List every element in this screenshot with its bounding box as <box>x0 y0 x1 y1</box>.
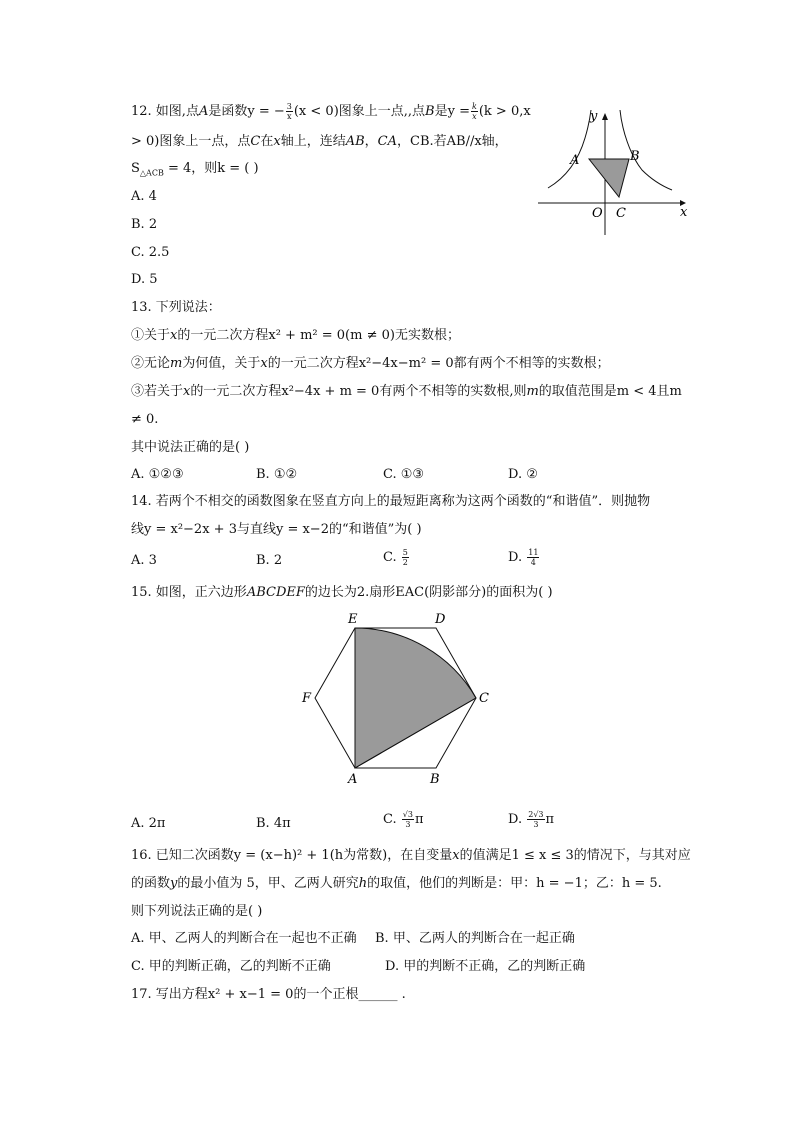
label-y: y <box>590 109 598 124</box>
q12-line1: 12. 如图,点A是函数y = − $\frac{3}{x}$ (x < 0)图象上一点,,点B是y = $\frac{k}{x}$ (k > 0,x <box>131 102 531 121</box>
q14-option-b[interactable]: B. 2 <box>256 553 283 568</box>
q16-line3: 则下列说法正确的是( ) <box>131 904 263 919</box>
q15-line: 15. 如图，正六边形ABCDEF的边长为2.扇形EAC(阴影部分)的面积为( ) <box>131 585 553 600</box>
q12-line3: $S_{\triangle ACB} = 4$，则k = ( ) <box>131 161 259 178</box>
q15-option-d[interactable]: D. $\frac{2√3}{3}$ π <box>508 810 555 829</box>
label-d: D <box>435 612 446 627</box>
shaded-triangle-acb <box>589 159 629 197</box>
fraction-neg3-over-x: $\frac{3}{x}$ <box>286 102 292 121</box>
q14-option-c[interactable]: C. $\frac{5}{2}$ <box>383 548 408 567</box>
label-a: A <box>570 153 580 168</box>
label-c: C <box>616 206 626 221</box>
q15-option-b[interactable]: B. 4π <box>256 816 291 831</box>
q12-option-c[interactable]: C. 2.5 <box>131 245 170 260</box>
label-b: B <box>430 772 440 787</box>
q13-question: 其中说法正确的是( ) <box>131 440 250 455</box>
label-e: E <box>348 612 358 627</box>
label-o: O <box>592 206 603 221</box>
label-a: A <box>348 772 358 787</box>
q14-line1: 14. 若两个不相交的函数图象在竖直方向上的最短距离称为这两个函数的“和谐值”．则抛物 <box>131 494 651 509</box>
q13-title: 13. 下列说法： <box>131 300 221 315</box>
label-b: B <box>630 149 640 164</box>
q16-line1: 16. 已知二次函数y = (x−h)² + 1(h为常数)，在自变量x的值满足1 ≤ x ≤ 3的情况下，与其对应 <box>131 848 691 863</box>
q12-option-b[interactable]: B. 2 <box>131 217 158 232</box>
label-f: F <box>302 691 312 706</box>
q13-statement-3-cont: ≠ 0. <box>131 412 159 427</box>
label-x: x <box>680 205 688 220</box>
q12-hyperbola-figure <box>530 100 700 240</box>
q17-line: 17. 写出方程x² + x−1 = 0的一个正根______ . <box>131 987 406 1002</box>
q13-option-c[interactable]: C. ①③ <box>383 467 425 482</box>
shaded-sector-eac <box>355 628 476 768</box>
q15-option-c[interactable]: C. $\frac{√3}{3}$ π <box>383 810 424 829</box>
left-hyperbola-branch <box>548 110 591 188</box>
y-axis-arrow <box>602 113 608 120</box>
answer-blank[interactable]: ______ <box>358 987 398 1002</box>
q15-option-a[interactable]: A. 2π <box>131 816 166 831</box>
q15-hexagon-figure <box>295 608 505 788</box>
q14-option-d[interactable]: D. $\frac{11}{4}$ <box>508 548 539 567</box>
q16-line2: 的函数y的最小值为 5，甲、乙两人研究h的取值，他们的判断是：甲：h = −1；乙：h = 5. <box>131 876 662 891</box>
q13-statement-2: ②无论m为何值，关于x的一元二次方程x²−4x−m² = 0都有两个不相等的实数根； <box>131 356 610 371</box>
q12-line2: > 0)图象上一点，点C在x轴上，连结AB，CA，CB.若AB//x轴， <box>131 134 508 149</box>
q14-line2: 线y = x²−2x + 3与直线y = x−2的“和谐值”为( ) <box>131 522 422 537</box>
q13-option-b[interactable]: B. ①② <box>256 467 298 482</box>
q13-statement-3: ③若关于x的一元二次方程x²−4x + m = 0有两个不相等的实数根,则m的取值范围是m < 4且m <box>131 384 682 399</box>
q13-statement-1: ①关于x的一元二次方程x² + m² = 0(m ≠ 0)无实数根； <box>131 328 460 343</box>
right-hyperbola-branch <box>620 110 672 190</box>
q16-option-d[interactable]: D. 甲的判断不正确，乙的判断正确 <box>385 959 586 974</box>
q16-option-a[interactable]: A. 甲、乙两人的判断合在一起也不正确 <box>131 931 357 946</box>
q12-option-a[interactable]: A. 4 <box>131 189 157 204</box>
q16-option-c[interactable]: C. 甲的判断正确，乙的判断不正确 <box>131 959 331 974</box>
label-c: C <box>479 691 489 706</box>
fraction-k-over-x: $\frac{k}{x}$ <box>471 102 477 121</box>
q14-option-a[interactable]: A. 3 <box>131 553 157 568</box>
q16-option-b[interactable]: B. 甲、乙两人的判断合在一起正确 <box>375 931 575 946</box>
q12-option-d[interactable]: D. 5 <box>131 272 158 287</box>
q13-option-d[interactable]: D. ② <box>508 467 538 482</box>
q13-option-a[interactable]: A. ①②③ <box>131 467 184 482</box>
